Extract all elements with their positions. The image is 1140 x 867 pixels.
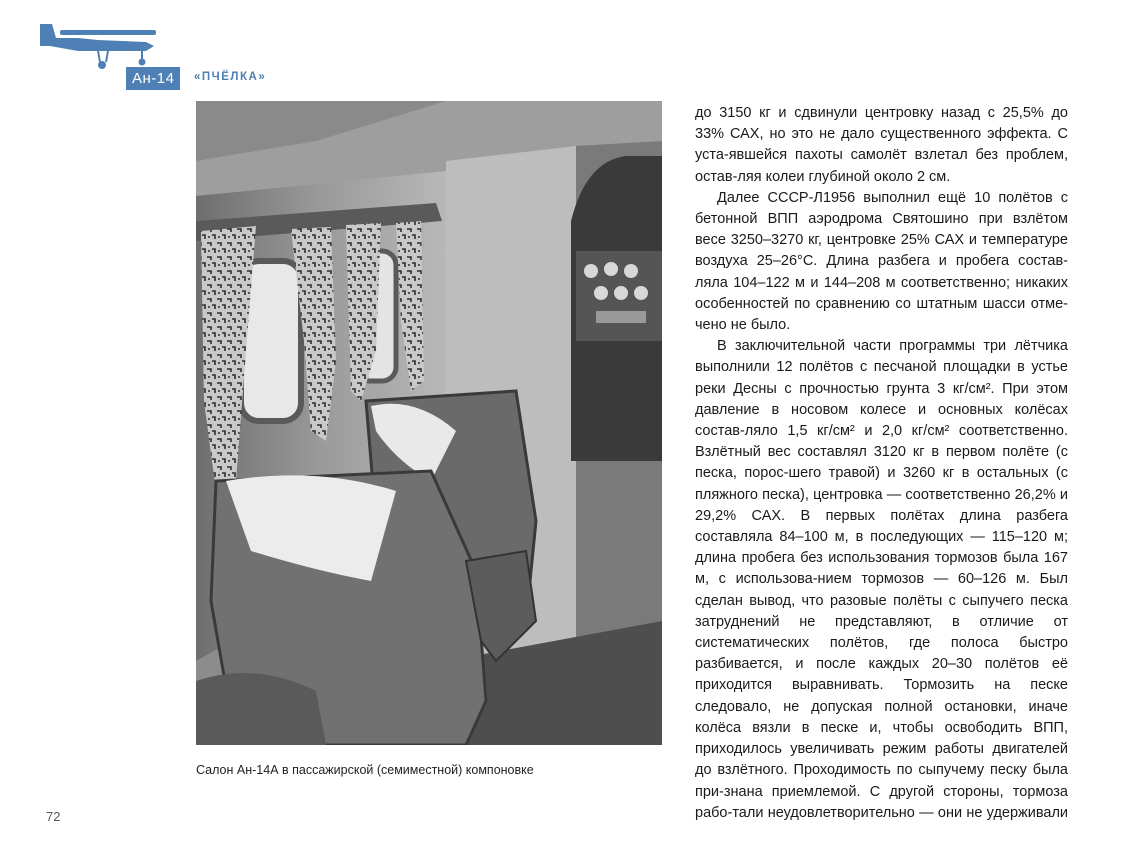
cabin-photo [196, 101, 662, 745]
brand-subtitle: «ПЧЁЛКА» [194, 71, 267, 83]
running-header [38, 24, 298, 87]
figure-caption: Салон Ан-14А в пассажирской (семиместной) компоновке [196, 763, 534, 777]
page-number: 72 [46, 809, 61, 824]
paragraph: Далее СССР-Л1956 выполнил ещё 10 полётов с бетонной ВПП аэродрома Святошино при взлётом весе 3250–3270 кг, центровке 25% САХ и температуре воздуха 25–26°С. Длина разбега и пробега состав-ляла 104–122 м и 144–208 м соответственно; никаких особенностей по сравнению со штатным шасси отме-чено не было. [695, 189, 1068, 334]
body-text [695, 103, 1068, 824]
brand-label: Ан-14 [126, 67, 180, 90]
airplane-silhouette-icon [38, 24, 160, 72]
paragraph: В заключительной части программы три лётчика выполнили 12 полётов с песчаной площадки в устье реки Десны с прочностью грунта 3 кг/см². При этом давление в носовом колесе и основных колёсах состав-ляло 1,5 кг/см² и 2,0 кг/см² соответственно. Взлётный вес составлял 3120 кг в первом полёте (с песка, порос-шего травой) и 3260 кг в остальных (с пляжного песка), центровка — соответственно 26,2% и 29,2% САХ. В первых полётах длина разбега составляла 84–100 м, в последующих — 115–120 м; длина пробега без использования тормозов была 167 м, с использова-нием тормозов — 60–126 м. Был сделан вывод, что разовые полёты с сыпучего песка затруднений не представляют, в отличие от систематических полётов, где полоса быстро разбивается, и после каждых 20–30 полётов её приходится выравнивать. Тормозить на песке следовало, не допуская полной остановки, иначе колёса вязли в песке и, чтобы освободить ВПП, приходилось увеличивать режим работы двигателей до взлётного. Проходимость по сыпучему песку была при-знана приемлемой. С другой стороны, тормоза рабо-тали неудовлетворительно — они не удерживали [695, 338, 1068, 821]
paragraph: до 3150 кг и сдвинули центровку назад с 25,5% до 33% САХ, но это не дало существенного эффекта. С уста-явшейся пахоты самолёт взлетал без проблем, остав-ляя колеи глубиной около 2 см. [695, 105, 1068, 185]
